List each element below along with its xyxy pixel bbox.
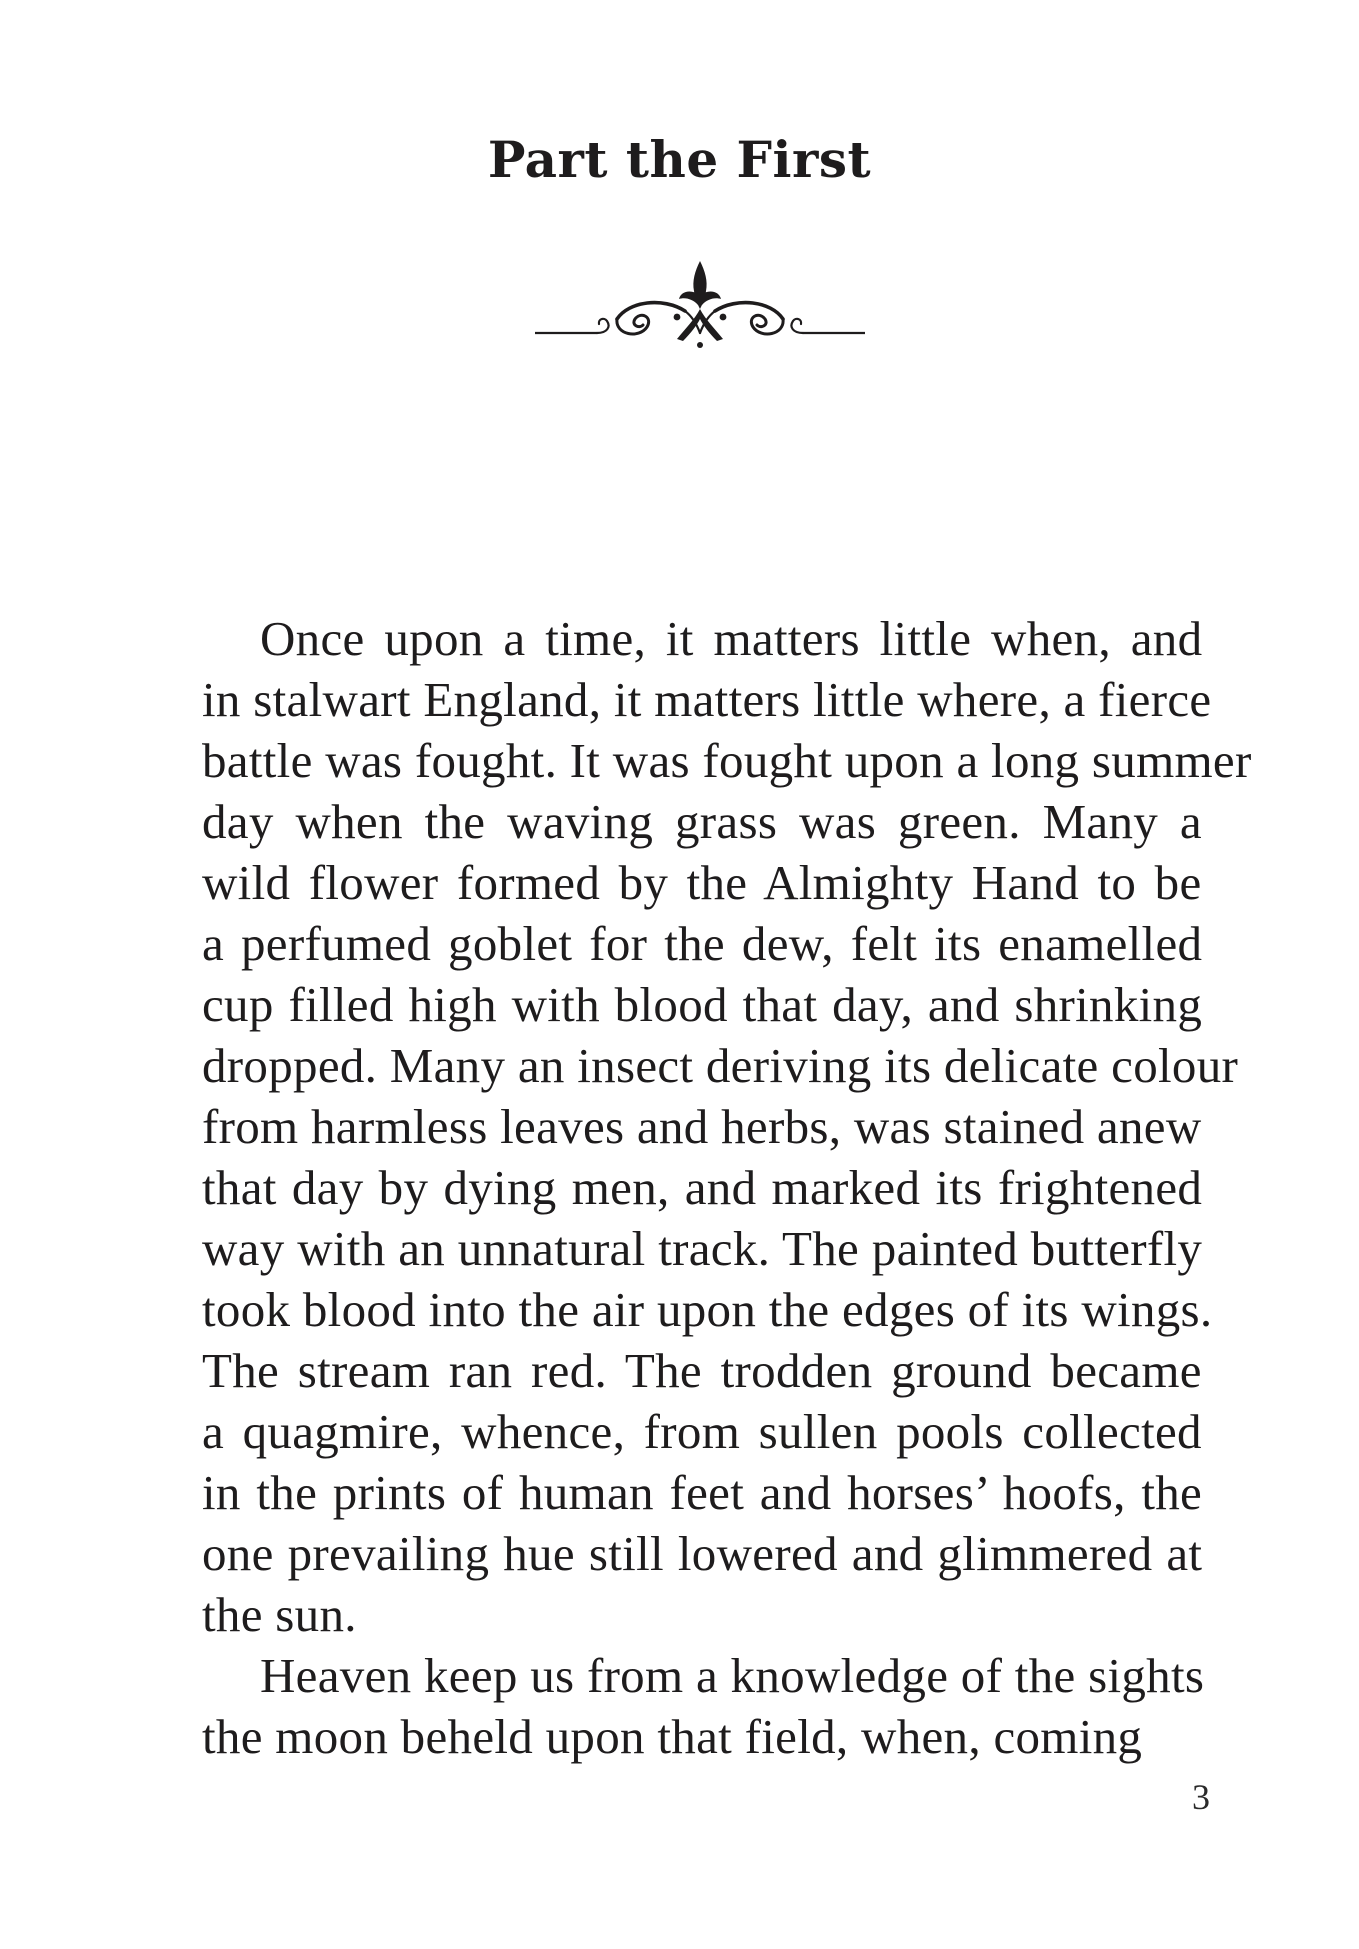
text-line: a quagmire, whence, from sullen pools collected: [202, 1404, 1202, 1459]
text-line: that day by dying men, and marked its frightened: [202, 1160, 1203, 1215]
text-line: way with an unnatural track. The painted butterfly: [202, 1221, 1203, 1276]
text-line: dropped. Many an insect deriving its delicate colour: [202, 1038, 1239, 1093]
text-line: cup filled high with blood that day, and shrinking: [202, 977, 1203, 1032]
chapter-title: Part the First: [487, 130, 872, 189]
text-line: a perfumed goblet for the dew, felt its enamelled: [202, 916, 1203, 971]
text-line: wild flower formed by the Almighty Hand to be: [202, 855, 1202, 910]
text-line: in stalwart England, it matters little where, a fierce: [202, 672, 1212, 727]
text-line: Heaven keep us from a knowledge of the sights: [260, 1648, 1205, 1703]
text-line: Once upon a time, it matters little when, and: [260, 611, 1203, 666]
text-line: from harmless leaves and herbs, was stained anew: [202, 1099, 1202, 1154]
text-line: the moon beheld upon that field, when, coming: [202, 1709, 1143, 1764]
body-text: [202, 608, 1252, 1767]
text-line: day when the waving grass was green. Many a: [202, 794, 1202, 849]
page-number: 3: [1192, 1777, 1210, 1817]
text-line: battle was fought. It was fought upon a long summer: [202, 733, 1252, 788]
text-line: one prevailing hue still lowered and glimmered at: [202, 1526, 1203, 1581]
paragraph-1: [202, 608, 1252, 1645]
text-line: in the prints of human feet and horses’ hoofs, the: [202, 1465, 1203, 1520]
fleuron-ornament-icon: [535, 255, 865, 350]
paragraph-2: [202, 1645, 1205, 1767]
text-line: took blood into the air upon the edges of its wings.: [202, 1282, 1213, 1337]
text-line: The stream ran red. The trodden ground became: [202, 1343, 1202, 1398]
text-line: the sun.: [202, 1587, 357, 1642]
